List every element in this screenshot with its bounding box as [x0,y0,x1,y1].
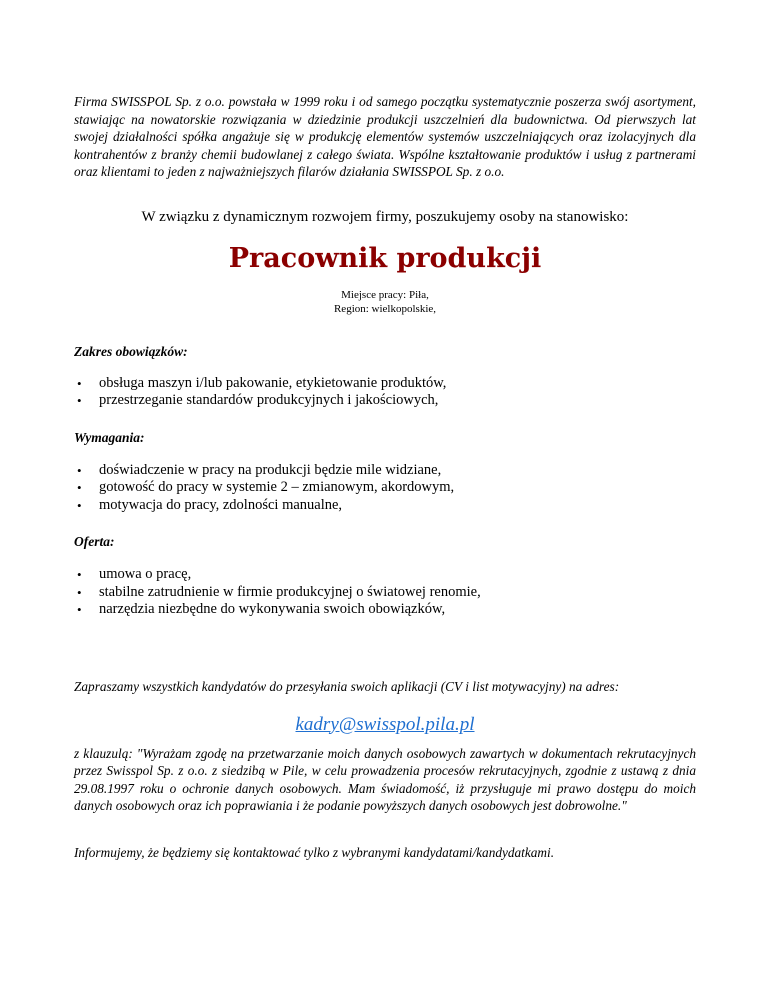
requirements-heading: Wymagania: [74,429,145,445]
contact-notice-paragraph: Informujemy, że będziemy się kontaktować tylko z wybranymi kandydatami/kandydatkami. [74,844,555,860]
list-item: • umowa o pracę, [99,566,696,584]
offer-heading: Oferta: [74,534,115,550]
job-location: Miejsce pracy: Piła, [341,288,429,301]
application-invite-paragraph: Zapraszamy wszystkich kandydatów do przesyłania swoich aplikacji (CV i list motywacyjny) na adres: [74,678,620,694]
duties-heading: Zakres obowiązków: [74,343,188,359]
list-item: • doświadczenie w pracy na produkcji będzie mile widziane, [99,462,696,480]
list-item: • narzędzia niezbędne do wykonywania swoich obowiązków, [99,601,696,619]
email-link[interactable]: kadry@swisspol.pila.pl [295,713,475,735]
offer-list [74,566,696,619]
email-link-block [74,714,696,737]
job-title: Pracownik produkcji [228,242,542,274]
list-item: • przestrzeganie standardów produkcyjnych i jakościowych, [99,392,696,410]
list-item: • gotowość do pracy w systemie 2 – zmianowym, akordowym, [99,479,696,497]
position-lead-text: W związku z dynamicznym rozwojem firmy, poszukujemy osoby na stanowisko: [141,208,629,225]
duties-list [74,375,696,410]
list-item: • obsługa maszyn i/lub pakowanie, etykietowanie produktów, [99,375,696,393]
company-intro-paragraph: Firma SWISSPOL Sp. z o.o. powstała w 1999 roku i od samego początku systematycznie poszerza swój asortyment, stawiając na nowatorskie rozwiązania w dziedzinie produkcji uszczelnień dla budownictwa. Od pierwszych lat swojej działalności spółka angażuje się w produkcję elementów systemów uszczelniających oraz izolacyjnych dla kontrahentów z branży chemii budowlanej z całego świata. Wspólne kształtowanie produktów i usług z partnerami oraz klientami to jeden z najważniejszych filarów działania SWISSPOL Sp. z o.o. [74,94,696,180]
consent-clause-paragraph: z klauzulą: "Wyrażam zgodę na przetwarzanie moich danych osobowych zawartych w dokumentach rekrutacyjnych przez Swisspol Sp. z o.o. z siedzibą w Pile, w celu prowadzenia procesów rekrutacyjnych, zgodnie z ustawą z dnia 29.08.1997 roku o ochronie danych osobowych. Mam świadomość, iż przysługuje mi prawo dostępu do moich danych osobowych oraz ich poprawiania i że podanie powyższych danych osobowych jest dobrowolne." [74,745,696,814]
job-region: Region: wielkopolskie, [333,302,437,315]
job-location-block [74,288,696,316]
document-page [74,93,696,862]
requirements-list [74,462,696,515]
list-item: • stabilne zatrudnienie w firmie produkcyjnej o światowej renomie, [99,584,696,602]
list-item: • motywacja do pracy, zdolności manualne, [99,497,696,515]
